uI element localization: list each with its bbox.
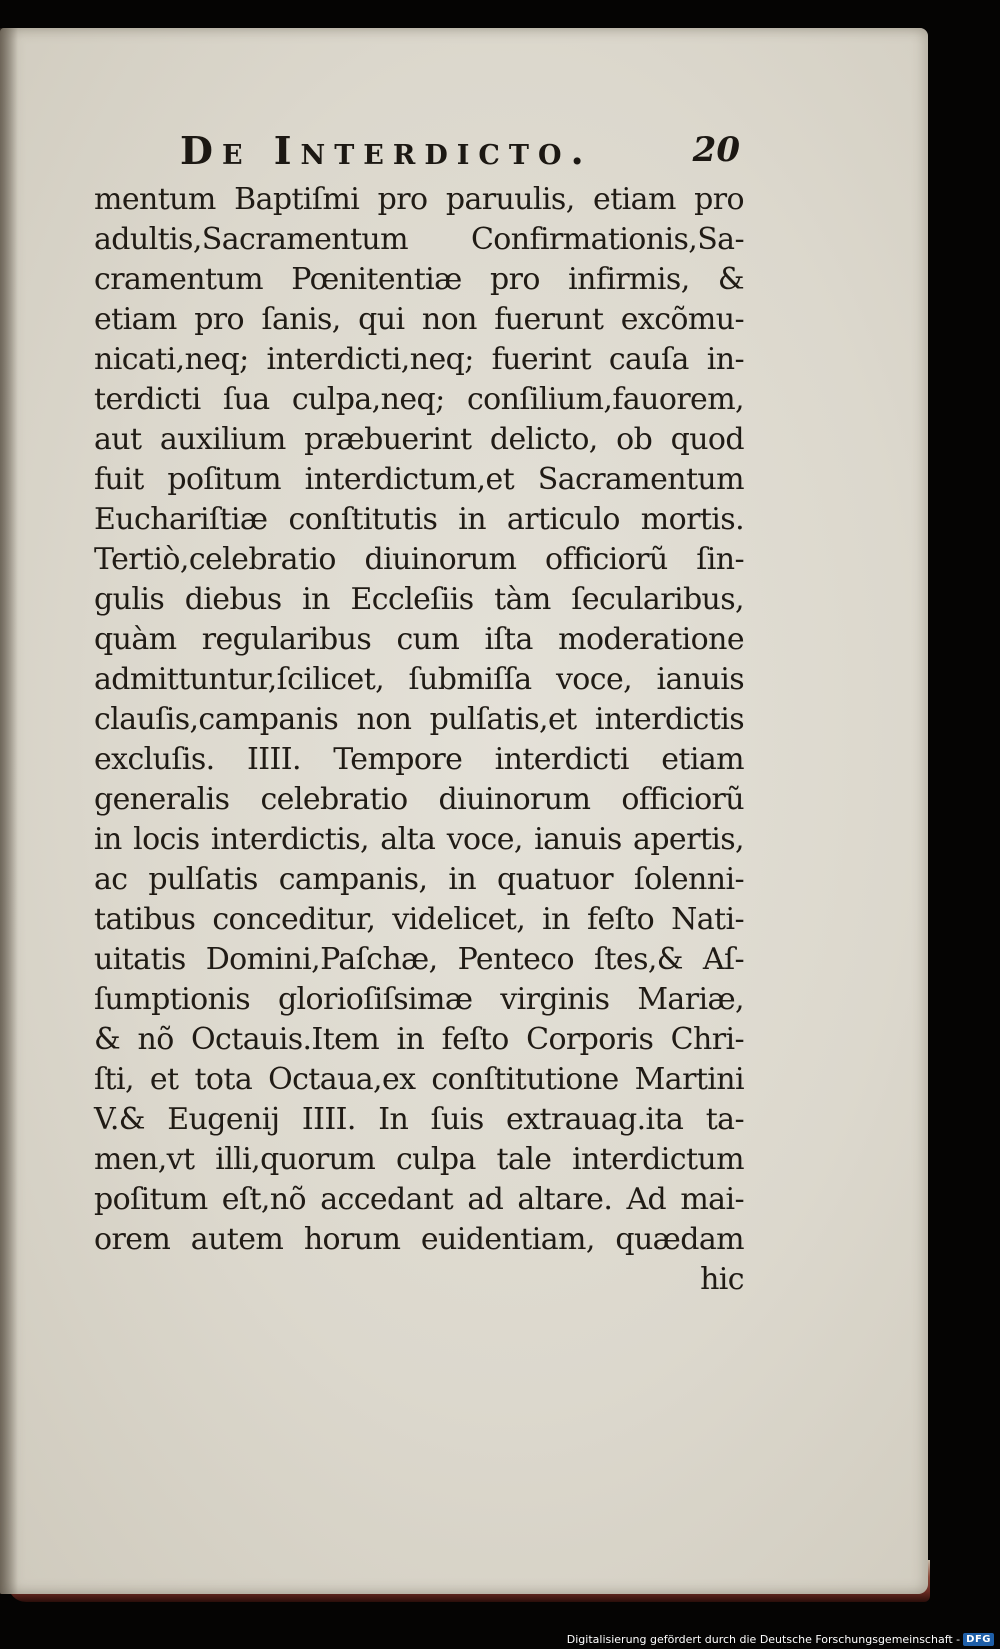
dfg-logo: DFG: [963, 1633, 994, 1646]
text-line: V.& Eugenij IIII. In ſuis extrauag.ita ta-: [94, 1102, 744, 1137]
text-line: in locis interdictis, alta voce, ianuis apertis,: [94, 822, 744, 857]
text-line: gulis diebus in Eccleſiis tàm ſecularibus,: [94, 582, 744, 617]
text-line: admittuntur,ſcilicet, ſubmiſſa voce, ianuis: [94, 662, 744, 697]
text-line: poſitum eſt,nõ accedant ad altare. Ad mai-: [94, 1182, 744, 1217]
text-line: Euchariſtiæ conſtitutis in articulo mortis.: [94, 502, 744, 537]
gutter-shadow: [0, 28, 18, 1594]
text-line: ſti, et tota Octaua,ex conſtitutione Martini: [94, 1062, 744, 1097]
body-text: [94, 180, 744, 1300]
running-head-title: De Interdicto.: [180, 128, 593, 173]
text-line: generalis celebratio diuinorum officiorũ: [94, 782, 744, 817]
text-line: ſumptionis glorioſiſsimæ virginis Mariæ,: [94, 982, 744, 1017]
text-line: excluſis. IIII. Tempore interdicti etiam: [94, 742, 744, 777]
digitization-credit: [567, 1630, 994, 1648]
text-line: adultis,Sacramentum Confirmationis,Sa-: [94, 222, 744, 257]
text-line: fuit poſitum interdictum,et Sacramentum: [94, 462, 744, 497]
text-line: mentum Baptiſmi pro paruulis, etiam pro: [94, 182, 744, 217]
text-line: terdicti ſua culpa,neq; conſilium,fauorem,: [94, 382, 744, 417]
text-line: & nõ Octauis.Item in feſto Corporis Chri-: [94, 1022, 744, 1057]
text-line: orem autem horum euidentiam, quædam: [94, 1222, 744, 1257]
text-line: uitatis Domini,Paſchæ, Penteco ſtes,& Aſ-: [94, 942, 744, 977]
text-line: etiam pro ſanis, qui non fuerunt excõmu-: [94, 302, 744, 337]
catchword: hic: [700, 1262, 744, 1297]
text-line: quàm regularibus cum iſta moderatione: [94, 622, 744, 657]
text-line: clauſis,campanis non pulſatis,et interdictis: [94, 702, 744, 737]
text-line: aut auxilium præbuerint delicto, ob quod: [94, 422, 744, 457]
text-line: cramentum Pœnitentiæ pro infirmis, &: [94, 262, 744, 297]
running-head: [180, 128, 740, 178]
credit-text: Digitalisierung gefördert durch die Deutsche Forschungsgemeinschaft -: [566, 1632, 961, 1646]
text-line: tatibus conceditur, videlicet, in feſto Nati-: [94, 902, 744, 937]
page-number: 20: [692, 130, 740, 170]
text-line: men,vt illi,quorum culpa tale interdictum: [94, 1142, 744, 1177]
text-line: Tertiò,celebratio diuinorum officiorũ ſin-: [94, 542, 744, 577]
text-line: ac pulſatis campanis, in quatuor ſolenni-: [94, 862, 744, 897]
text-line: nicati,neq; interdicti,neq; fuerint cauſa in-: [94, 342, 744, 377]
